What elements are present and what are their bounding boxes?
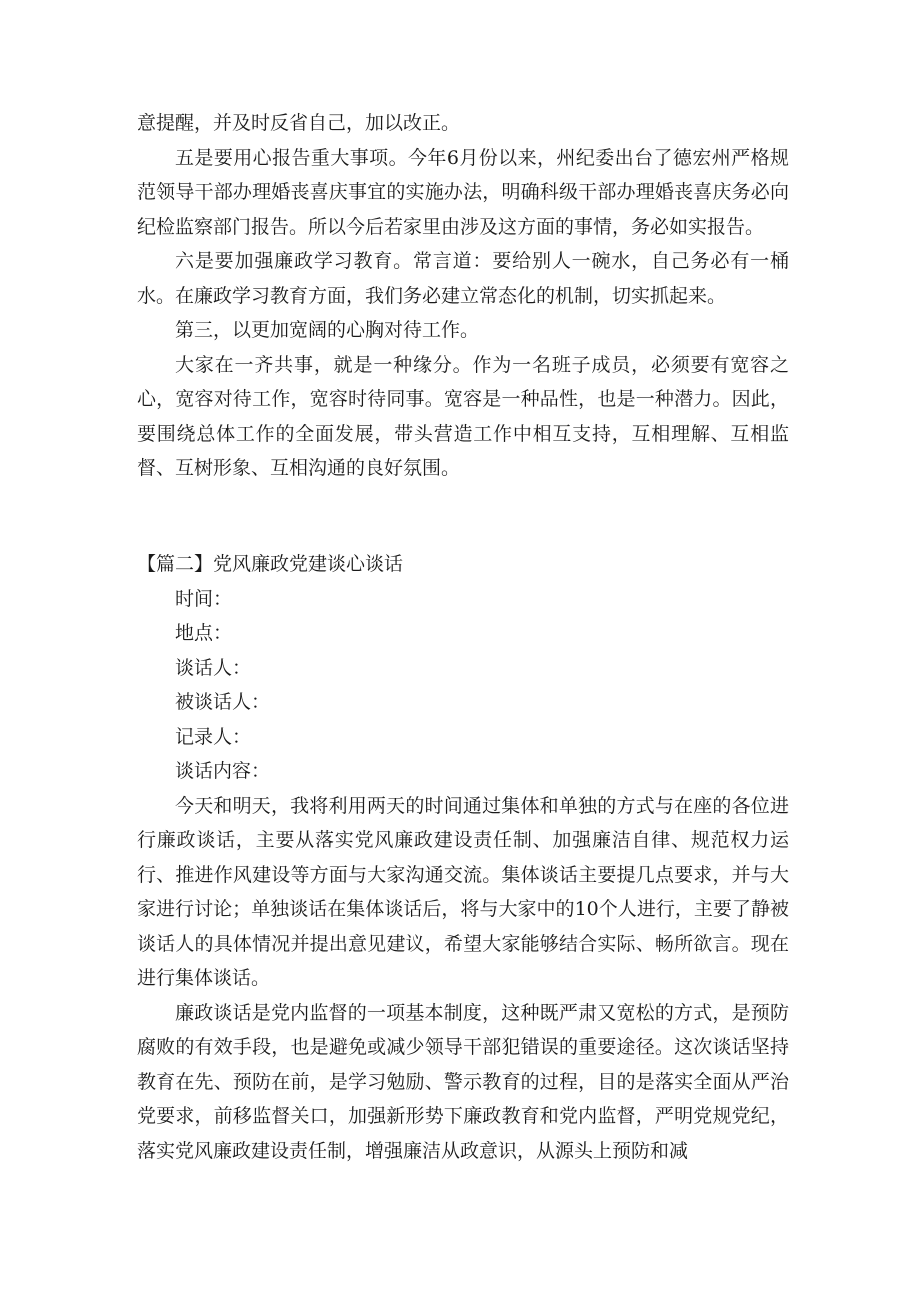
paragraph-intro: 今天和明天，我将利用两天的时间通过集体和单独的方式与在座的各位进行廉政谈话，主要从落实党风廉政建设责任制、加强廉洁自律、规范权力运行、推进作风建设等方面与大家沟通交流。集体谈话主要提几点要求，并与大家进行讨论；单独谈话在集体谈话后，将与大家中的10个人进行，主要了静被谈话人的具体情况并提出意见建议，希望大家能够结合实际、畅所欲言。现在进行集体谈话。: [137, 794, 789, 989]
section-title: 【篇二】党风廉政党建谈心谈话: [137, 553, 404, 575]
paragraph-six: 六是要加强廉政学习教育。常言道：要给别人一碗水，自己务必有一桶水。在廉政学习教育方面，我们务必建立常态化的机制，切实抓起来。: [137, 250, 789, 307]
meta-speaker: 谈话人：: [175, 656, 252, 679]
meta-recorder: 记录人：: [175, 725, 252, 748]
meta-time: 时间：: [175, 587, 233, 610]
paragraph-third-heading: 第三，以更加宽阔的心胸对待工作。: [175, 319, 480, 341]
section-one: [137, 106, 789, 486]
meta-interviewee: 被谈话人：: [175, 691, 271, 713]
meta-content: 谈话内容：: [175, 760, 271, 782]
paragraph-system: 廉政谈话是党内监督的一项基本制度，这种既严肃又宽松的方式，是预防腐败的有效手段，也是避免或减少领导干部犯错误的重要途径。这次谈话坚持教育在先、预防在前，是学习勉励、警示教育的过程，目的是落实全面从严治党要求，前移监督关口，加强新形势下廉政教育和党内监督，严明党规党纪，落实党风廉政建设责任制，增强廉洁从政意识，从源头上预防和减: [137, 1001, 789, 1162]
meta-place: 地点：: [175, 622, 233, 644]
section-two: [137, 547, 789, 1168]
paragraph-continued: 意提醒，并及时反省自己，加以改正。: [137, 112, 461, 134]
paragraph-tolerance: 大家在一齐共事，就是一种缘分。作为一名班子成员，必须要有宽容之心，宽容对待工作，宽容时待同事。宽容是一种品性，也是一种潜力。因此，要围绕总体工作的全面发展，带头营造工作中相互支持，互相理解、互相监督、互树形象、互相沟通的良好氛围。: [137, 353, 789, 479]
paragraph-five: 五是要用心报告重大事项。今年6月份以来，州纪委出台了德宏州严格规范领导干部办理婚丧喜庆事宜的实施办法，明确科级干部办理婚丧喜庆务必向纪检监察部门报告。所以今后若家里由涉及这方面的事情，务必如实报告。: [137, 146, 789, 238]
